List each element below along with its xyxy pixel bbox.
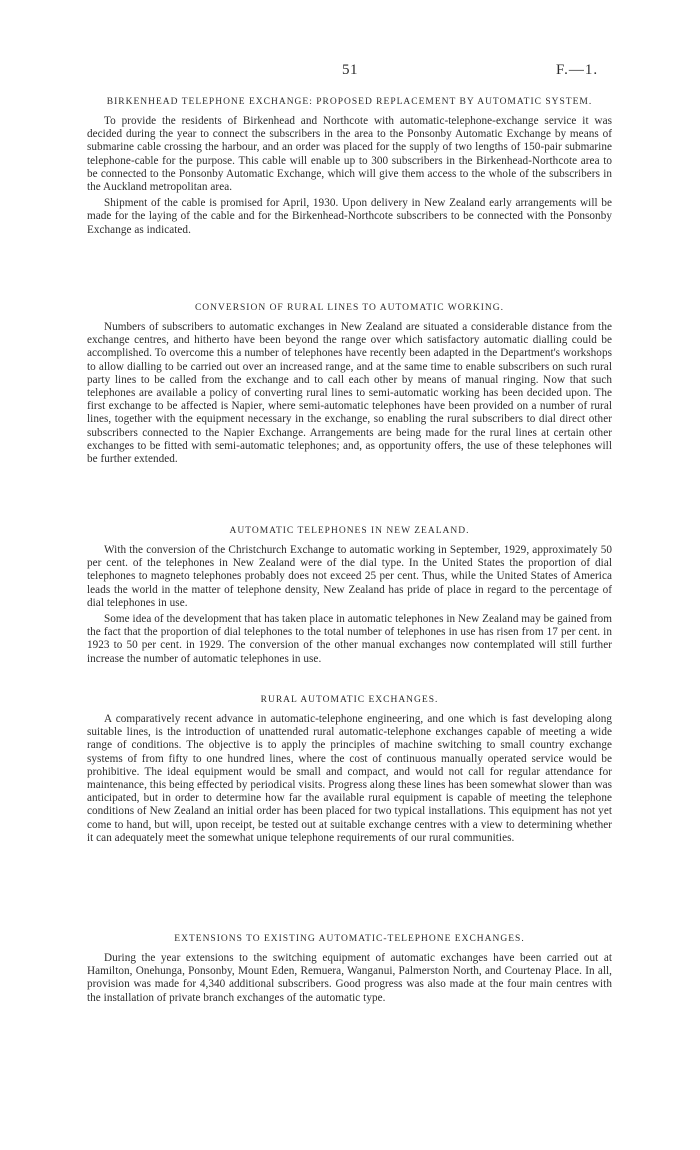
section-heading: BIRKENHEAD TELEPHONE EXCHANGE: PROPOSED REPLACEMENT BY AUTOMATIC SYSTEM. <box>106 97 593 107</box>
section-heading: AUTOMATIC TELEPHONES IN NEW ZEALAND. <box>229 526 470 536</box>
paragraph: Shipment of the cable is promised for April, 1930. Upon delivery in New Zealand early arrangements will be made for the laying of the cable and for the Birkenhead-Northcote subscribers to be connected with the Ponsonby Exchange as indicated. <box>87 197 612 236</box>
paragraph: A comparatively recent advance in automatic-telephone engineering, and one which is fast developing along suitable lines, is the introduction of unattended rural automatic-telephone exchanges capable of meeting a wide range of conditions. The objective is to apply the principles of machine switching to small country exchange systems of from fifty to one hundred lines, where the cost of continuous manually operated service would be prohibitive. The ideal equipment would be small and compact, and would not call for regular attendance for maintenance, this being effected by periodical visits. Progress along these lines has been somewhat slower than was anticipated, but in order to determine how far the available rural equipment is capable of meeting the telephone conditions of New Zealand an initial order has been placed for two typical installations. This equipment has not yet come to hand, but will, upon receipt, be tested out at suitable exchange centres with a view to determining whether it can adequately meet the somewhat unique telephone requirements of our rural communities. <box>87 713 612 844</box>
page-number: 51 <box>342 62 358 78</box>
section-birkenhead-exchange <box>87 97 612 240</box>
paragraph: During the year extensions to the switching equipment of automatic exchanges have been carried out at Hamilton, Onehunga, Ponsonby, Mount Eden, Remuera, Wanganui, Palmerston North, and Courtenay Place. In all, provision was made for 4,340 additional subscribers. Good progress was also made at the four main centres with the installation of private branch exchanges of the automatic type. <box>87 952 612 1004</box>
section-rural-lines-conversion <box>87 303 612 469</box>
section-heading: RURAL AUTOMATIC EXCHANGES. <box>260 695 439 705</box>
section-heading: EXTENSIONS TO EXISTING AUTOMATIC-TELEPHONE EXCHANGES. <box>174 934 525 944</box>
paragraph: Some idea of the development that has taken place in automatic telephones in New Zealand may be gained from the fact that the proportion of dial telephones to the total number of telephones in use has risen from 17 per cent. in 1923 to 50 per cent. in 1929. The conversion of the other manual exchanges now contemplated will still further increase the number of automatic telephones in use. <box>87 613 612 665</box>
paragraph: Numbers of subscribers to automatic exchanges in New Zealand are situated a considerable distance from the exchange centres, and hitherto have been beyond the range over which satisfactory automatic dialling could be accomplished. To overcome this a number of telephones have recently been adapted in the Department's workshops to allow dialling to be carried out over an increased range, and at the same time to enable subscribers on such rural party lines to be called from the exchange and to call each other by means of manual ringing. Now that such telephones are available a policy of converting rural lines to semi-automatic working has been decided upon. The first exchange to be affected is Napier, where semi-automatic telephones have been provided on a number of rural lines, together with the equipment necessary in the exchange, so enabling the rural subscribers to dial direct other subscribers connected to the Napier Exchange. Arrangements are being made for the rural lines at certain other exchanges to be fitted with semi-automatic telephones; and, as opportunity offers, the use of these telephones will be further extended. <box>87 321 612 466</box>
paragraph: To provide the residents of Birkenhead and Northcote with automatic-telephone-exchange service it was decided during the year to connect the subscribers in the area to the Ponsonby Automatic Exchange by means of submarine cable crossing the harbour, and an order was placed for the supply of two lengths of 150-pair submarine telephone-cable for the purpose. This cable will enable up to 300 subscribers in the Birkenhead-Northcote area to be connected to the Ponsonby Automatic Exchange, which will give them access to the whole of the subscribers in the Auckland metropolitan area. <box>87 115 612 194</box>
paragraph: With the conversion of the Christchurch Exchange to automatic working in September, 1929, approximately 50 per cent. of the telephones in New Zealand were of the dial type. In the United States the proportion of dial telephones to magneto telephones probably does not exceed 25 per cent. Thus, while the United States of America leads the world in the matter of telephone density, New Zealand has pride of place in regard to the percentage of dial telephones in use. <box>87 544 612 609</box>
section-heading: CONVERSION OF RURAL LINES TO AUTOMATIC WORKING. <box>194 303 505 313</box>
section-rural-automatic-exchanges <box>87 695 612 848</box>
report-code: F.—1. <box>556 62 599 78</box>
section-exchange-extensions <box>87 934 612 1008</box>
section-automatic-telephones-nz <box>87 526 612 669</box>
